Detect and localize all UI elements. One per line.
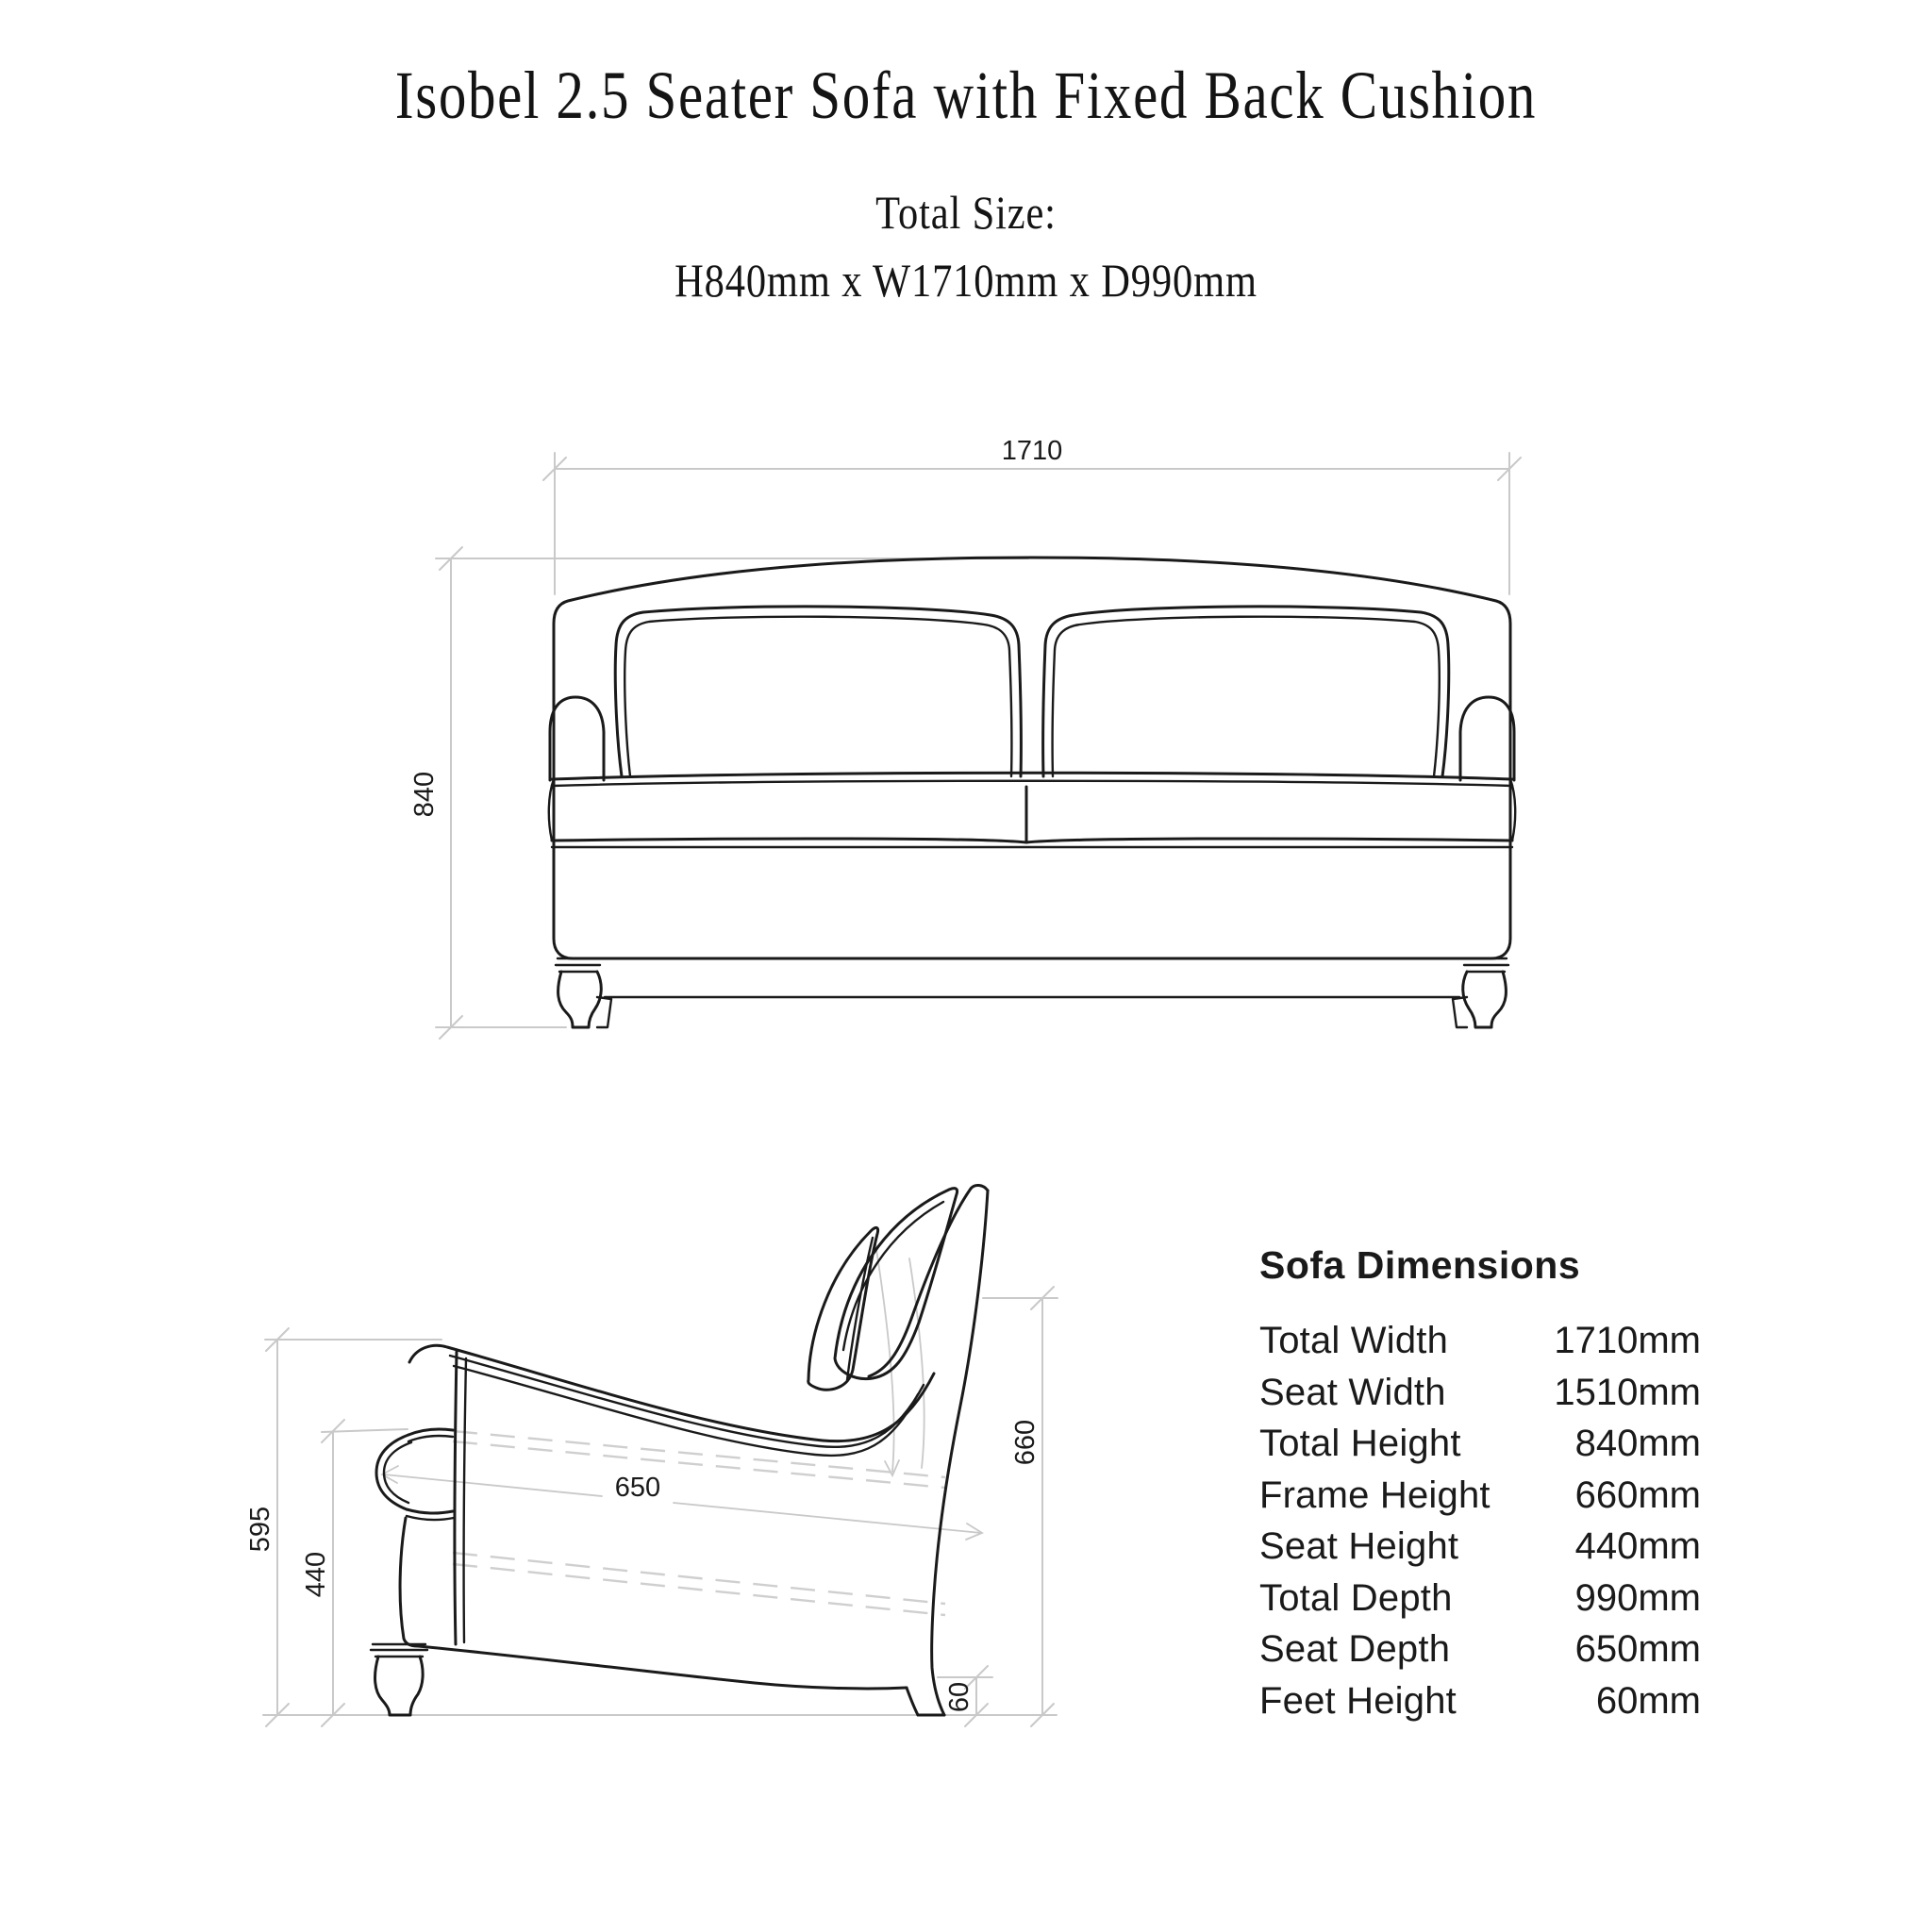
- seat-top-piping-2: [552, 781, 1512, 786]
- dim-label-seat-height: Seat Height: [1259, 1525, 1459, 1567]
- side-frame-height-label: 660: [1010, 1419, 1041, 1466]
- hidden-cushion-top-1: [453, 1431, 945, 1477]
- total-size-label: Total Size:: [875, 186, 1057, 239]
- back-cushion-left-piping: [625, 617, 1011, 776]
- hidden-cushion-bottom-1: [453, 1553, 945, 1604]
- arm-panel-bottom: [407, 1509, 453, 1513]
- dim-label-total-depth: Total Depth: [1259, 1576, 1453, 1619]
- front-face-edge: [400, 1518, 418, 1646]
- arm-ear-right: [1460, 697, 1514, 780]
- side-view-sofa: [371, 1185, 988, 1715]
- back-cushion-leaf-small-seam: [847, 1238, 873, 1380]
- table-row: [1259, 1628, 1701, 1680]
- dim-value-seat-height: 440mm: [1574, 1525, 1701, 1567]
- dim-label-total-width: Total Width: [1259, 1320, 1449, 1361]
- side-seat-depth-label: 650: [614, 1473, 661, 1503]
- dim-label-frame-height: Frame Height: [1259, 1474, 1491, 1516]
- table-row: [1259, 1423, 1701, 1474]
- dim-value-seat-width: 1510mm: [1554, 1371, 1701, 1413]
- front-leg-right: [1463, 972, 1507, 1027]
- front-view-sofa: [549, 558, 1515, 1027]
- side-view: [245, 1185, 1058, 1726]
- back-horn-cap: [971, 1185, 988, 1191]
- page-title: Isobel 2.5 Seater Sofa with Fixed Back Cushion: [394, 58, 1538, 133]
- table-row: [1259, 1577, 1701, 1629]
- dim-label-seat-depth: Seat Depth: [1259, 1628, 1451, 1670]
- hidden-cushion-bottom-2: [453, 1564, 945, 1615]
- table-row: [1259, 1680, 1701, 1732]
- table-heading: Sofa Dimensions: [1259, 1243, 1581, 1287]
- front-leg-left-collar: [556, 958, 600, 972]
- back-rear-edge: [932, 1191, 988, 1715]
- back-cushion-right-outer: [1043, 607, 1449, 776]
- hidden-cushion-top-2: [453, 1441, 945, 1488]
- arm-panel-front-arc-piping: [384, 1442, 411, 1503]
- dim-value-total-height: 840mm: [1574, 1423, 1701, 1464]
- arm-panel-bottom-piping: [407, 1516, 454, 1520]
- dim-label-total-height: Total Height: [1259, 1423, 1461, 1464]
- table-row: [1259, 1320, 1701, 1372]
- back-cushion-left-outer: [615, 607, 1021, 776]
- side-overall-height-label: 595: [245, 1506, 275, 1553]
- rear-foot-left-edge: [907, 1688, 918, 1715]
- arm-frame-vertical-1: [455, 1352, 457, 1644]
- base-bottom-sweep: [418, 1646, 907, 1689]
- front-view: [409, 436, 1521, 1039]
- front-leg-right-collar: [1464, 958, 1508, 972]
- side-seat-height-label: 440: [301, 1551, 331, 1598]
- side-feet-height-label: 60: [944, 1681, 974, 1713]
- total-size-value: H840mm x W1710mm x D990mm: [675, 254, 1257, 307]
- back-cushion-leaf-small: [808, 1227, 878, 1390]
- arm-ear-left: [550, 697, 604, 780]
- dim-value-feet-height: 60mm: [1595, 1679, 1701, 1722]
- table-row: [1259, 1474, 1701, 1526]
- side-view-dimension-lines: [245, 1287, 1058, 1726]
- table-row: [1259, 1525, 1701, 1577]
- dim-value-total-depth: 990mm: [1574, 1576, 1701, 1619]
- seat-depth-dim-line-left: [384, 1474, 602, 1496]
- arm-panel-top: [408, 1429, 453, 1435]
- arm-frame-vertical-2: [464, 1358, 466, 1642]
- front-height-label: 840: [409, 771, 440, 818]
- back-cushion-right-piping: [1053, 617, 1440, 776]
- seat-bottom-piping-1: [552, 839, 1512, 842]
- front-view-dimension-lines: [409, 436, 1521, 1039]
- front-leg-left: [558, 972, 602, 1027]
- arm-panel-top-piping: [408, 1436, 453, 1441]
- dim-value-seat-depth: 650mm: [1574, 1628, 1701, 1670]
- dim-value-frame-height: 660mm: [1574, 1474, 1701, 1516]
- side-front-leg: [375, 1657, 424, 1715]
- table-row: [1259, 1372, 1701, 1424]
- dim-label-seat-width: Seat Width: [1259, 1371, 1446, 1413]
- dim-value-total-width: 1710mm: [1554, 1320, 1701, 1361]
- front-width-label: 1710: [1001, 436, 1063, 466]
- sofa-dimensions-table: [1259, 1243, 1701, 1731]
- seat-depth-dim-line-right: [674, 1503, 981, 1533]
- seat-top-piping-1: [552, 773, 1512, 779]
- dim-label-feet-height: Feet Height: [1259, 1679, 1457, 1722]
